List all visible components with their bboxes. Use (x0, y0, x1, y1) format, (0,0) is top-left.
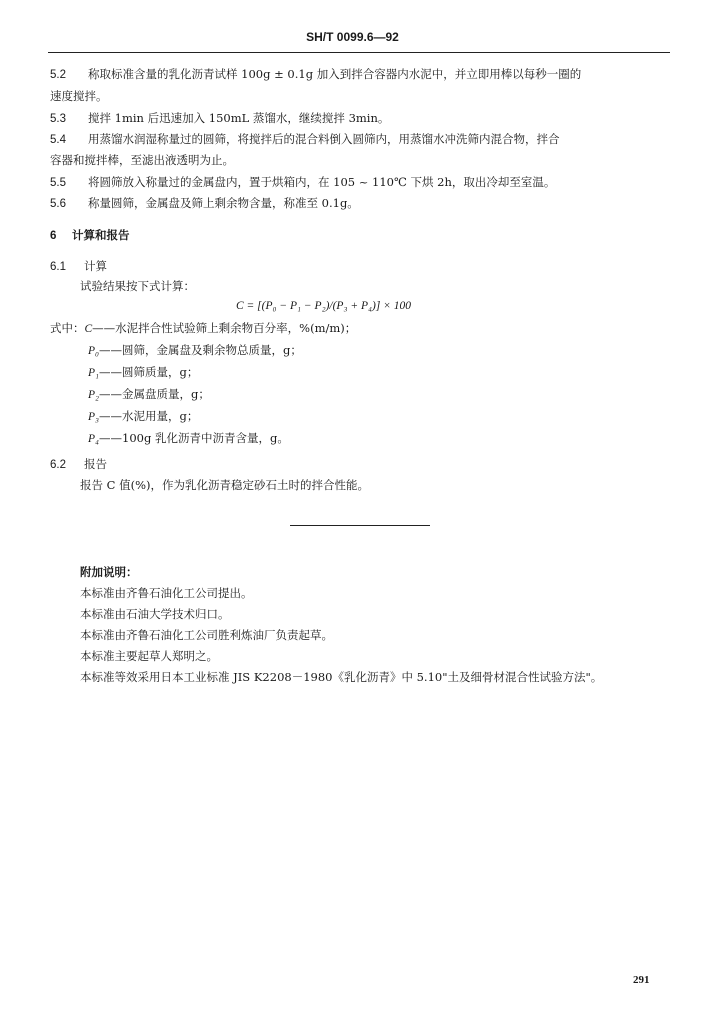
note-line: 本标准由石油大学技术归口。 (80, 607, 230, 621)
clause-6-1-title: 计算 (84, 259, 107, 273)
clause-5-3-number: 5.3 (50, 113, 66, 125)
definition-p3-text: ——水泥用量，g； (99, 409, 199, 423)
clause-5-2-number: 5.2 (50, 69, 66, 81)
clause-5-6-number: 5.6 (50, 198, 66, 210)
definition-c (50, 320, 356, 337)
definition-p0-text: ——圆筛，金属盘及剩余物总质量，g； (99, 343, 302, 357)
definition-p2-text: ——金属盘质量，g； (99, 387, 210, 401)
definition-p0 (88, 342, 302, 359)
note-line: 本标准由齐鲁石油化工公司胜利炼油厂负责起草。 (80, 628, 333, 642)
clause-5-3-text: 搅拌 1min 后迅速加入 150mL 蒸馏水，继续搅拌 3min。 (88, 111, 390, 125)
definition-p1-text: ——圆筛质量，g； (99, 365, 199, 379)
section-6-number: 6 (50, 230, 57, 242)
note-line: 本标准主要起草人郑明之。 (80, 649, 218, 663)
notes-heading: 附加说明： (80, 565, 138, 579)
clause-6-2-number: 6.2 (50, 459, 66, 471)
clause-5-5-text: 将圆筛放入称量过的金属盘内，置于烘箱内，在 105 ~ 110℃ 下烘 2h，取出冷却至室温。 (88, 175, 556, 189)
note-line: 本标准由齐鲁石油化工公司提出。 (80, 586, 253, 600)
clause-5-4-number: 5.4 (50, 134, 66, 146)
page-number: 291 (633, 974, 650, 986)
page-header: SH/T 0099.6—92 (306, 30, 399, 44)
definition-p1 (88, 364, 198, 381)
header-rule (48, 52, 670, 53)
clause-5-3 (50, 110, 389, 127)
symbol-p3: P₃ (88, 411, 100, 423)
clause-5-2-text: 称取标准含量的乳化沥青试样 100g ± 0.1g 加入到拌合容器内水泥中，并立即用棒以每秒一圈的 (88, 67, 582, 81)
definition-c-text: ——水泥拌合性试验筛上剩余物百分率，%(m/m)； (92, 321, 357, 335)
symbol-p0: P₀ (88, 345, 100, 357)
clause-5-6 (50, 195, 359, 212)
section-6-title: 计算和报告 (72, 228, 130, 242)
symbol-p4: P₄ (88, 433, 100, 445)
definition-p2 (88, 386, 210, 403)
section-6-heading (50, 227, 130, 244)
clause-5-2-line1 (50, 66, 581, 83)
clause-5-4-text: 用蒸馏水润湿称量过的圆筛，将搅拌后的混合料倒入圆筛内，用蒸馏水冲洗筛内混合物，拌合 (88, 132, 560, 146)
clause-5-5 (50, 174, 555, 191)
definition-p4 (88, 430, 289, 447)
definitions-lead: 式中： (50, 321, 85, 335)
clause-5-5-number: 5.5 (50, 177, 66, 189)
definition-p4-text: ——100g 乳化沥青中沥青含量，g。 (99, 431, 289, 445)
symbol-c: C (84, 323, 93, 335)
symbol-p2: P₂ (88, 389, 100, 401)
clause-5-2-line2: 速度搅拌。 (50, 89, 108, 103)
calculation-formula: C = [(P₀ − P₁ − P₂)/(P₃ + P₄)] × 100 (236, 300, 412, 312)
clause-5-6-text: 称量圆筛，金属盘及筛上剩余物含量，称准至 0.1g。 (88, 196, 359, 210)
note-line: 本标准等效采用日本工业标准 JIS K2208－1980《乳化沥青》中 5.10"土及细骨材混合性试验方法"。 (80, 670, 603, 684)
clause-5-4-line2: 容器和搅拌棒，至滤出液透明为止。 (50, 153, 234, 167)
end-divider (290, 525, 430, 526)
clause-6-2-heading (50, 456, 107, 473)
clause-6-1-heading (50, 258, 107, 275)
definition-p3 (88, 408, 198, 425)
clause-6-2-title: 报告 (84, 457, 107, 471)
symbol-p1: P₁ (88, 367, 100, 379)
clause-6-1-intro: 试验结果按下式计算： (80, 279, 195, 293)
clause-5-4-line1 (50, 131, 560, 148)
clause-6-2-text: 报告 C 值(%)，作为乳化沥青稳定砂石土时的拌合性能。 (80, 478, 370, 492)
clause-6-1-number: 6.1 (50, 261, 66, 273)
